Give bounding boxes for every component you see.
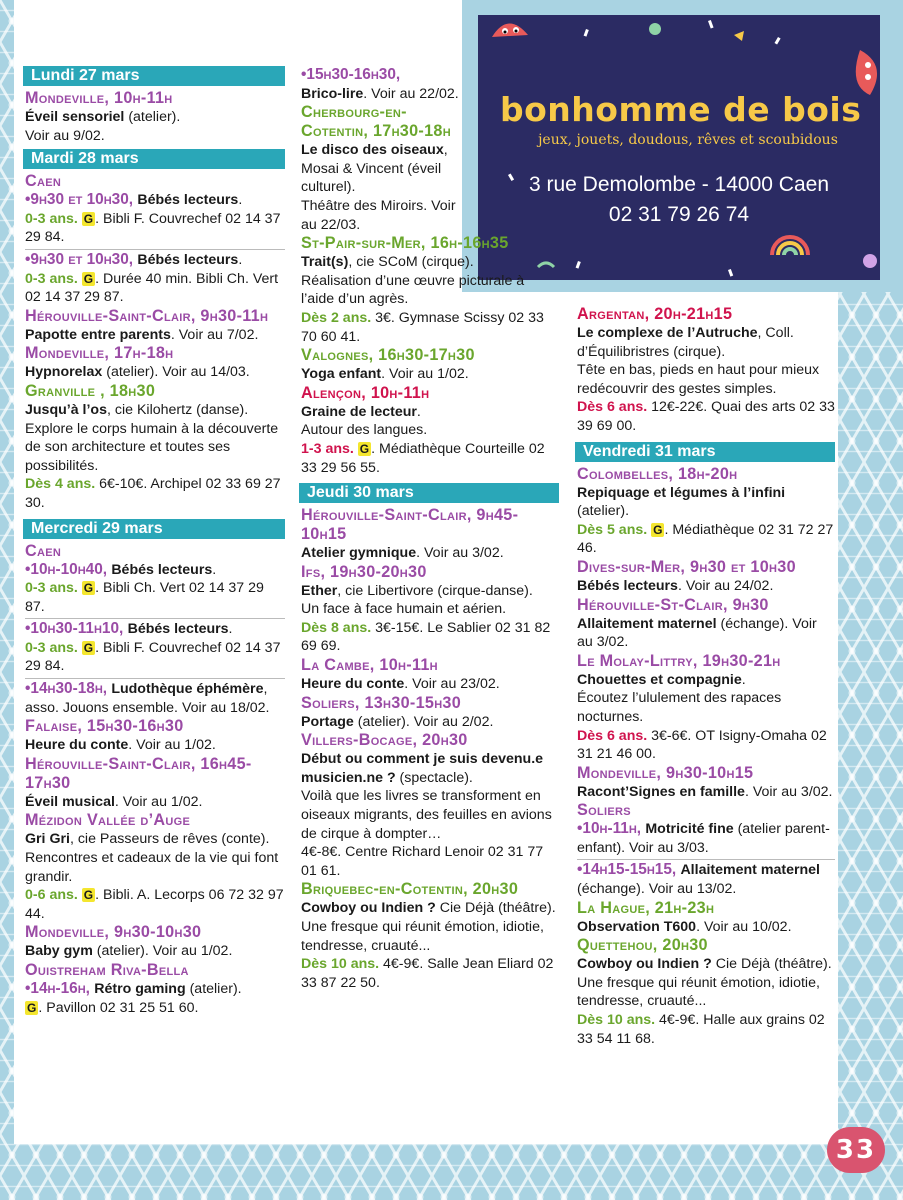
event-location: La Cambe, 10h-11h bbox=[301, 656, 438, 675]
event-title: Atelier gymnique bbox=[301, 545, 417, 562]
event-location: Caen bbox=[25, 541, 62, 560]
event-time: •15h30-16h30, bbox=[301, 66, 401, 83]
event-description: Tête en bas, pieds en haut pour mieux redécouvrir des gestes simples. bbox=[577, 362, 820, 397]
age-range: 0-3 ans. bbox=[25, 270, 82, 287]
age-range: Dès 5 ans. bbox=[577, 521, 652, 538]
event-location: Ouistreham Riva-Bella bbox=[25, 961, 189, 979]
event-detail: . bbox=[741, 671, 746, 688]
event-entry bbox=[25, 89, 285, 145]
event-detail: . Voir au 3/02. bbox=[744, 783, 833, 800]
event-location: Soliers bbox=[577, 801, 631, 820]
ad-address: 3 rue Demolombe - 14000 Caen bbox=[528, 173, 829, 196]
event-location: Cherbourg-en-Cotentin, 17h30-18h bbox=[301, 103, 451, 141]
event-entry bbox=[25, 172, 285, 307]
event-title: Allaitement maternel bbox=[577, 615, 717, 632]
event-info: . Bibli F. Couvrechef 02 14 37 29 84. bbox=[25, 639, 281, 675]
event-detail: , cie Libertivore (cirque-danse). bbox=[337, 582, 533, 599]
event-info: 4€-8€. Centre Richard Lenoir 02 31 77 01 61. bbox=[301, 844, 544, 879]
event-location: Ifs, 19h30-20h30 bbox=[301, 562, 427, 581]
event-entry bbox=[301, 731, 559, 880]
event-entry bbox=[577, 558, 835, 596]
age-range: Dès 4 ans. bbox=[25, 476, 100, 493]
event-title: Yoga enfant bbox=[301, 366, 382, 383]
event-title: Le disco des oiseaux bbox=[301, 142, 444, 159]
event-detail: , cie SCoM (cirque). bbox=[348, 254, 474, 271]
event-detail: , cie Kilohertz (danse). bbox=[107, 401, 249, 418]
event-description: Réalisation d’une œuvre picturale à l’aide d’un agrès. bbox=[301, 272, 525, 308]
event-location: Villers-Bocage, 20h30 bbox=[301, 731, 468, 750]
event-title: Bébés lecteurs bbox=[137, 192, 239, 209]
age-range: 0-3 ans. bbox=[25, 639, 82, 656]
event-location: Alençon, 10h-11h bbox=[301, 383, 430, 402]
event-location: Mondeville, 17h-18h bbox=[25, 344, 174, 363]
event-location: Caen bbox=[25, 172, 62, 191]
day-header-jeudi: Jeudi 30 mars bbox=[299, 483, 559, 503]
age-range: Dès 6 ans. bbox=[577, 399, 652, 416]
event-entry bbox=[577, 936, 835, 1048]
event-detail: . Voir au 7/02. bbox=[170, 326, 259, 343]
event-title: Graine de lecteur bbox=[301, 403, 417, 420]
page-number: 33 bbox=[827, 1127, 885, 1173]
event-time: •9h30 et 10h30, bbox=[25, 191, 138, 209]
event-punct: . bbox=[212, 561, 217, 578]
event-title: Motricité fine bbox=[645, 821, 734, 838]
age-range: 1-3 ans. bbox=[301, 440, 358, 457]
event-detail: . Voir au 10/02. bbox=[696, 918, 792, 935]
event-title: Portage bbox=[301, 713, 354, 730]
event-detail: . Voir au 24/02. bbox=[677, 577, 774, 594]
age-range: 0-3 ans. bbox=[25, 210, 82, 227]
divider bbox=[577, 859, 835, 860]
age-range: Dès 8 ans. bbox=[301, 619, 376, 636]
event-location: Falaise, 15h30-16h30 bbox=[25, 717, 184, 736]
event-detail: , cie Passeurs de rêves (conte). bbox=[69, 831, 270, 848]
event-detail: (échange). Voir au 13/02. bbox=[577, 881, 737, 898]
event-info: . Médiathèque Courteille 02 33 29 56 55. bbox=[301, 440, 545, 476]
event-detail: , Coll. d’Équilibristres (cirque). bbox=[577, 325, 794, 360]
day-header-lundi: Lundi 27 mars bbox=[23, 66, 285, 86]
event-entry bbox=[25, 382, 285, 513]
event-entry bbox=[577, 764, 835, 802]
event-entry bbox=[301, 656, 559, 694]
event-description: Voilà que les livres se transforment en oiseaux migrants, des feuilles en avions de cirque à dompter… bbox=[301, 788, 552, 842]
event-time: •14h-16h, bbox=[25, 980, 95, 997]
event-detail: (atelier parent-enfant). Voir au 3/03. bbox=[577, 821, 830, 856]
event-title: Hypnorelax bbox=[25, 364, 103, 381]
event-detail: (atelier). Voir au 14/03. bbox=[102, 364, 250, 381]
event-entry bbox=[301, 384, 559, 477]
event-title: Cowboy ou Indien ? bbox=[301, 900, 436, 917]
event-detail: . bbox=[416, 403, 421, 420]
event-title: Brico-lire bbox=[301, 85, 364, 102]
event-info: 4€-9€. Salle Jean Eliard 02 33 87 22 50. bbox=[301, 956, 554, 991]
age-range: Dès 6 ans. bbox=[577, 727, 652, 744]
event-detail: (échange). Voir au 3/02. bbox=[577, 615, 817, 651]
event-description: Rencontres et cadeaux de la vie qui font grandir. bbox=[25, 850, 279, 885]
event-detail: Cie Déjà (théâtre). bbox=[435, 900, 556, 917]
ad-logo: bonhomme de bois bbox=[500, 90, 862, 129]
event-location: St-Pair-sur-Mer, 16h-16h35 bbox=[301, 234, 509, 253]
event-time: •10h-10h40, bbox=[25, 560, 112, 578]
event-detail: Cie Déjà (théâtre). bbox=[711, 956, 832, 973]
free-badge: G bbox=[83, 581, 94, 596]
event-detail: (atelier). Voir au 1/02. bbox=[92, 943, 233, 960]
event-time: •14h15-15h15, bbox=[577, 861, 681, 879]
age-range: Dès 10 ans. bbox=[301, 956, 384, 973]
event-detail: (atelier). bbox=[124, 109, 181, 125]
event-title: Baby gym bbox=[25, 943, 93, 960]
event-info: 3€-15€. Le Sablier 02 31 82 69 69. bbox=[301, 619, 551, 655]
event-title: Racont’Signes en famille bbox=[577, 783, 745, 800]
divider bbox=[25, 618, 285, 619]
page-background-top bbox=[14, 0, 462, 60]
event-title: Bébés lecteurs bbox=[127, 621, 229, 638]
event-location: Hérouville-St-Clair, 9h30 bbox=[577, 595, 769, 614]
ad-tagline: jeux, jouets, doudous, rêves et scoubidous bbox=[538, 132, 838, 148]
event-title: Rétro gaming bbox=[94, 981, 186, 997]
event-title: Allaitement maternel bbox=[680, 862, 820, 879]
event-info: 4€-9€. Halle aux grains 02 33 54 11 68. bbox=[577, 1012, 825, 1047]
event-title: Papotte entre parents bbox=[25, 326, 171, 343]
event-time: •10h-11h, bbox=[577, 820, 646, 838]
event-title: Éveil sensoriel bbox=[25, 109, 125, 125]
event-detail: , Mosai & Vincent (éveil culturel). bbox=[301, 142, 448, 196]
event-info: 6€-10€. Archipel 02 33 69 27 30. bbox=[25, 476, 281, 511]
event-info: . Bibli Ch. Vert 02 14 37 29 87. bbox=[25, 580, 264, 615]
free-badge: G bbox=[359, 441, 370, 456]
event-entry bbox=[301, 694, 559, 732]
event-location: Argentan, 20h-21h15 bbox=[577, 305, 733, 323]
age-range: Dès 10 ans. bbox=[577, 1012, 660, 1029]
agenda-column-2 bbox=[301, 66, 559, 992]
ad-phone: 02 31 79 26 74 bbox=[608, 203, 750, 226]
event-entry bbox=[301, 563, 559, 656]
event-location: Briquebec-en-Cotentin, 20h30 bbox=[301, 880, 519, 899]
event-location: Mézidon Vallée d’Auge bbox=[25, 811, 191, 830]
event-entry bbox=[25, 923, 285, 961]
event-title: Début ou comment je suis devenu.e musicien.ne ? bbox=[301, 751, 544, 786]
event-entry bbox=[577, 801, 835, 898]
event-location: Mondeville, 9h30-10h15 bbox=[577, 763, 754, 782]
free-badge: G bbox=[83, 640, 94, 655]
event-detail: . Voir au 22/02. bbox=[363, 85, 459, 102]
event-punct: . bbox=[238, 251, 243, 268]
event-punct: . bbox=[238, 192, 243, 209]
event-time: •10h30-11h10, bbox=[25, 620, 128, 638]
event-info: . Durée 40 min. Bibli Ch. Vert 02 14 37 29 87. bbox=[25, 270, 279, 306]
event-info: 3€. Gymnase Scissy 02 33 70 60 41. bbox=[301, 309, 544, 345]
free-badge: G bbox=[83, 271, 94, 286]
event-location: Mondeville, 10h-11h bbox=[25, 89, 173, 107]
event-entry bbox=[25, 961, 285, 1017]
event-title: Le complexe de l’Autruche bbox=[577, 325, 758, 341]
event-detail: . Voir au 1/02. bbox=[381, 366, 469, 383]
event-info: 12€-22€. Quai des arts 02 33 39 69 00. bbox=[577, 399, 835, 434]
event-entry bbox=[25, 811, 285, 923]
event-punct: . bbox=[228, 621, 233, 638]
event-detail: . Voir au 1/02. bbox=[128, 737, 216, 754]
event-info: Théâtre des Miroirs. Voir au 22/03. bbox=[301, 197, 456, 233]
event-entry bbox=[25, 307, 285, 345]
event-detail: . Voir au 23/02. bbox=[404, 676, 500, 693]
event-title: Bébés lecteurs bbox=[111, 561, 213, 578]
event-location: Quettehou, 20h30 bbox=[577, 936, 708, 955]
event-description: Explore le corps humain à la découverte de son architecture et toutes ses possibilités. bbox=[25, 420, 279, 474]
event-info: . Médiathèque 02 31 72 27 46. bbox=[577, 521, 834, 557]
age-range: 0-3 ans. bbox=[25, 580, 82, 597]
event-description: Écoutez l’ululement des rapaces nocturnes. bbox=[577, 690, 782, 725]
event-entry bbox=[577, 465, 835, 558]
age-range: Dès 2 ans. bbox=[301, 309, 376, 326]
event-info: 3€-6€. OT Isigny-Omaha 02 31 21 46 00. bbox=[577, 727, 827, 763]
event-title: Éveil musical bbox=[25, 793, 115, 810]
event-title: Observation T600 bbox=[577, 918, 697, 935]
event-location: Valognes, 16h30-17h30 bbox=[301, 346, 475, 365]
free-badge: G bbox=[83, 211, 94, 226]
event-description: Un face à face humain et aérien. bbox=[301, 601, 507, 618]
event-info: . Bibli. A. Lecorps 06 72 32 97 44. bbox=[25, 887, 284, 922]
event-title: Gri Gri bbox=[25, 831, 70, 848]
day-header-vendredi: Vendredi 31 mars bbox=[575, 442, 835, 462]
event-title: Heure du conte bbox=[25, 737, 129, 754]
event-info: . Bibli F. Couvrechef 02 14 37 29 84. bbox=[25, 210, 281, 246]
day-header-mardi: Mardi 28 mars bbox=[23, 149, 285, 169]
event-entry bbox=[301, 103, 559, 234]
event-entry bbox=[25, 717, 285, 755]
event-time: •9h30 et 10h30, bbox=[25, 250, 138, 268]
event-location: Hérouville-Saint-Clair, 9h30-11h bbox=[25, 306, 269, 325]
day-header-mercredi: Mercredi 29 mars bbox=[23, 519, 285, 539]
event-location: La Hague, 21h-23h bbox=[577, 898, 715, 917]
event-info: Voir au 9/02. bbox=[25, 127, 105, 144]
free-badge: G bbox=[27, 1000, 37, 1015]
event-location: Granville , 18h30 bbox=[25, 381, 156, 400]
event-title: Chouettes et compagnie bbox=[577, 671, 742, 688]
event-detail: (atelier). Voir au 2/02. bbox=[353, 713, 494, 730]
event-location: Hérouville-Saint-Clair, 9h45-10h15 bbox=[301, 506, 519, 544]
event-title: Trait(s) bbox=[301, 254, 349, 271]
event-entry bbox=[301, 234, 559, 346]
event-entry bbox=[25, 755, 285, 812]
event-description: Une fresque qui réunit émotion, idiotie, tendresse, cruauté... bbox=[301, 919, 544, 954]
event-entry bbox=[301, 880, 559, 992]
event-entry bbox=[577, 899, 835, 937]
event-info: , asso. Jouons ensemble. Voir au 18/02. bbox=[25, 681, 270, 716]
divider bbox=[25, 249, 285, 250]
event-title: Jusqu’à l’os bbox=[25, 401, 107, 418]
event-time: •14h30-18h, bbox=[25, 680, 112, 698]
event-title: Bébés lecteurs bbox=[577, 577, 678, 594]
event-title: Heure du conte bbox=[301, 676, 405, 693]
event-location: Le Molay-Littry, 19h30-21h bbox=[577, 651, 781, 670]
event-description: Une fresque qui réunit émotion, idiotie, tendresse, cruauté... bbox=[577, 974, 820, 1010]
agenda-column-1 bbox=[25, 66, 285, 1017]
free-badge: G bbox=[653, 522, 663, 537]
free-badge: G bbox=[83, 888, 94, 903]
event-location: Hérouville-Saint-Clair, 16h45-17h30 bbox=[25, 754, 252, 792]
event-location: Mondeville, 9h30-10h30 bbox=[25, 923, 202, 942]
agenda-column-3 bbox=[577, 305, 835, 1048]
event-detail: (atelier). bbox=[185, 981, 242, 997]
event-location: Dives-sur-Mer, 9h30 et 10h30 bbox=[577, 557, 796, 576]
event-entry bbox=[577, 305, 835, 436]
event-entry bbox=[301, 346, 559, 384]
event-title: Cowboy ou Indien ? bbox=[577, 956, 712, 973]
event-entry bbox=[577, 652, 835, 764]
event-title: Ether bbox=[301, 582, 338, 599]
event-entry bbox=[301, 506, 559, 563]
event-description: Autour des langues. bbox=[301, 422, 428, 439]
event-location: Soliers, 13h30-15h30 bbox=[301, 693, 462, 712]
event-title: Ludothèque éphémère bbox=[111, 681, 264, 698]
event-entry bbox=[301, 66, 559, 103]
event-detail: . Voir au 1/02. bbox=[114, 793, 203, 810]
event-detail: (atelier). bbox=[577, 503, 630, 520]
event-entry bbox=[25, 542, 285, 718]
event-detail: (spectacle). bbox=[395, 769, 473, 786]
divider bbox=[25, 678, 285, 679]
age-range: 0-6 ans. bbox=[25, 887, 82, 904]
event-detail: . Voir au 3/02. bbox=[416, 545, 504, 562]
event-entry bbox=[577, 596, 835, 652]
event-info: . Pavillon 02 31 25 51 60. bbox=[38, 999, 199, 1016]
event-title: Repiquage et légumes à l’infini bbox=[577, 484, 786, 501]
event-entry bbox=[25, 344, 285, 382]
event-title: Bébés lecteurs bbox=[137, 251, 239, 268]
event-location: Colombelles, 18h-20h bbox=[577, 464, 738, 483]
